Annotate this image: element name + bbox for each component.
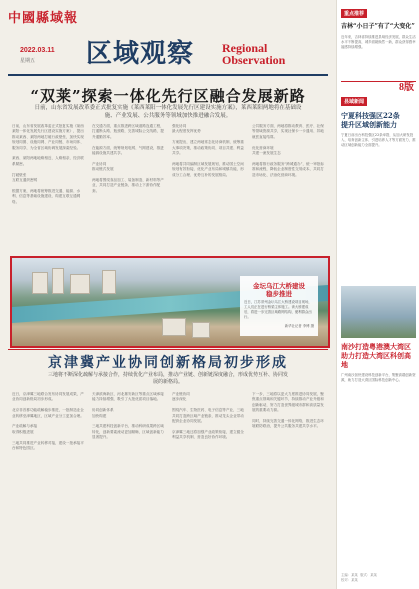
article2-headline: 京津冀产业协同创新格局初步形成: [48, 355, 288, 371]
article1-column-4: 公共服务方面，两地将推动教育、医疗、社保等领域资源共享，实现社保卡一卡通用、异地就医直接结算。 优化营商环境 共建一流发展生态 两地将推行政务服务“跨城通办”，统一审批标准和流程，降低企业制度性交易成本，共同打造市场化、法治化营商环境。: [252, 124, 324, 177]
weekday-label: 星期五: [20, 58, 36, 64]
sidebar-photo: [341, 286, 416, 338]
article2-column-4: 下一步，三地将以更大力度推进协同发展，聚焦重点领域和关键环节，持续推动产业升级和创新驱动，努力打造世界级城市群和高质量发展的重要动力源。 同时，持续完善交通一体化网络，推进生态环境联防联治，提升公共服务共建共享水平。: [252, 392, 324, 429]
article2-column-1: 近日，京津冀三地联合发布协同发展成果，产业协同创新格局初步形成。 北京非首都功能疏解稳步推进，一批制造业企业转移至津冀地区，区域产业分工更加合理。 产业疏解与承接 取得积极进展 三地共同推进产业转移对接，建设一批承接平台和特色园区。: [12, 392, 84, 451]
photo-caption: [240, 276, 318, 336]
article1-column-3: 强化协同 最大程度发挥优势 方案提出，建立两地常态化协商机制，统筹重大事项决策，推动政策协同、项目共建、利益共享。 两地将共同编制区域发展规划，推动国土空间规划有效衔接，优化产业布局和城镇功能，形成分工合理、优势互补的发展格局。: [172, 124, 244, 177]
sidebar-title-jilin: 吉林“小日子”有了“大变化”: [341, 23, 415, 30]
masthead-rule: [8, 74, 328, 76]
article1-subhead: 日前，山东省发展改革委正式批复实施《莱西莱阳一体化发展先行区建设实施方案》，莱西莱阳两地将在基础设施、产业发展、公共服务等领域加快推进融合发展。: [34, 105, 302, 119]
sidebar-page-number: 8版: [399, 82, 414, 93]
sidebar-text-ningxia: 宁夏日前出台科技强区22条举措，从加大研发投入、培育创新主体、引进培养人才等方面发力，推动区域创新能力全面提升。: [341, 133, 416, 147]
article2-column-2: 天津滨海新区、河北雄安新区等重点区域承接能力持续增强，吸引了大批优质项目落地。 协同创新体系 加快构建 三地共建科技创新平台，推动科研成果跨区域转化，创新要素流动更加顺畅，区域创新能力显著提升。: [92, 392, 164, 440]
article1-body: [12, 124, 324, 252]
sidebar-tag-county-news: 县域新闻: [341, 97, 367, 106]
building-graphic: [102, 270, 116, 294]
sidebar-tag-featured: 重点推荐: [341, 9, 367, 18]
sidebar-title-ningxia: 宁夏科技强区22条 提升区域创新能力: [341, 111, 400, 129]
photo-credit: 新华社记者 李博 摄: [284, 324, 314, 328]
building-graphic: [32, 272, 48, 294]
issue-date: 2022.03.11: [20, 47, 55, 54]
article1-column-2: 在交通方面，重点推进跨区域道路连通工程，打通断头路、瓶颈路，完善城际公交线路，提升通勤效率。 在能源方面，统筹规划电网、气网建设，推进能源设施共建共享。 产业协同 推动链式发展 两地将围绕食品加工、装备制造、新材料等产业，共同打造产业链条，推动上下游协作配套。: [92, 124, 164, 193]
photo-caption-title: 金坛乌江大桥建设 稳步推进: [253, 282, 305, 298]
masthead: [8, 7, 328, 79]
sidebar-text-jilin: 近年来，吉林省持续推进县域经济发展，群众生活水平不断提高，城乡面貌焕然一新，群众获得感幸福感持续增强。: [341, 35, 416, 49]
photo-caption-text: 近日，江苏常州金坛乌江大桥建设项目现场，工人们正在进行桥梁主体施工。该大桥建成后，将进一步完善区域路网结构，便利群众出行。: [244, 300, 312, 319]
section-divider: [8, 349, 328, 350]
section-english-line1: Regional: [222, 41, 268, 55]
building-graphic: [70, 274, 90, 294]
section-english-line2: Observation: [222, 53, 286, 67]
article2-column-3: 产业链协同 逐步深化 围绕汽车、生物医药、电子信息等产业，三地共同打造跨区域产业链条，推动龙头企业带动配套企业协同发展。 京津冀三地还将加强产业政策衔接，建立健全利益共享机制，营造良好协作环境。: [172, 392, 244, 440]
sidebar-title-nansha: 南沙打造粤港澳大湾区 助力打造大湾区科创高地: [341, 342, 411, 369]
article2-body: [12, 392, 324, 582]
article1-headline: “双莱”探索一体化先行区融合发展新路: [30, 87, 306, 105]
sidebar-footer: 主编：某某 版式：某某 校对：某某: [341, 573, 378, 582]
building-graphic: [162, 318, 186, 336]
building-graphic: [192, 322, 210, 338]
article1-column-1: 日前，山东省发展改革委正式批复实施《莱西莱阳一体化发展先行区建设实施方案》，提出推动莱西、莱阳两地打破行政壁垒，加快实现规划同图、设施同网、产业同链、市场同体、服务同享，为全省区域协调发展探索经验。 莱西、莱阳两地地缘相近、人缘相亲，经济联系紧密。 打破壁垒 互联互通织密网 根据方案，两地将统筹推进交通、能源、水利、信息等基础设施建设，构建互联互通网络。: [12, 124, 84, 204]
section-english-title: [222, 42, 285, 66]
section-title: 区域观察: [86, 39, 195, 69]
sidebar-text-nansha: 广州南沙加快建设科技创新平台，集聚高端创新资源，助力打造大湾区国际科技创新中心。: [341, 373, 416, 382]
article2-subhead: 三地将不断深化疏解与承接合作，持续优化产业布局，推动产业链、创新链深度融合，形成优势互补、协同发展的新格局。: [48, 372, 289, 385]
sidebar: [336, 0, 419, 589]
newspaper-logo: 中國縣域報: [8, 11, 79, 26]
building-graphic: [52, 268, 64, 294]
